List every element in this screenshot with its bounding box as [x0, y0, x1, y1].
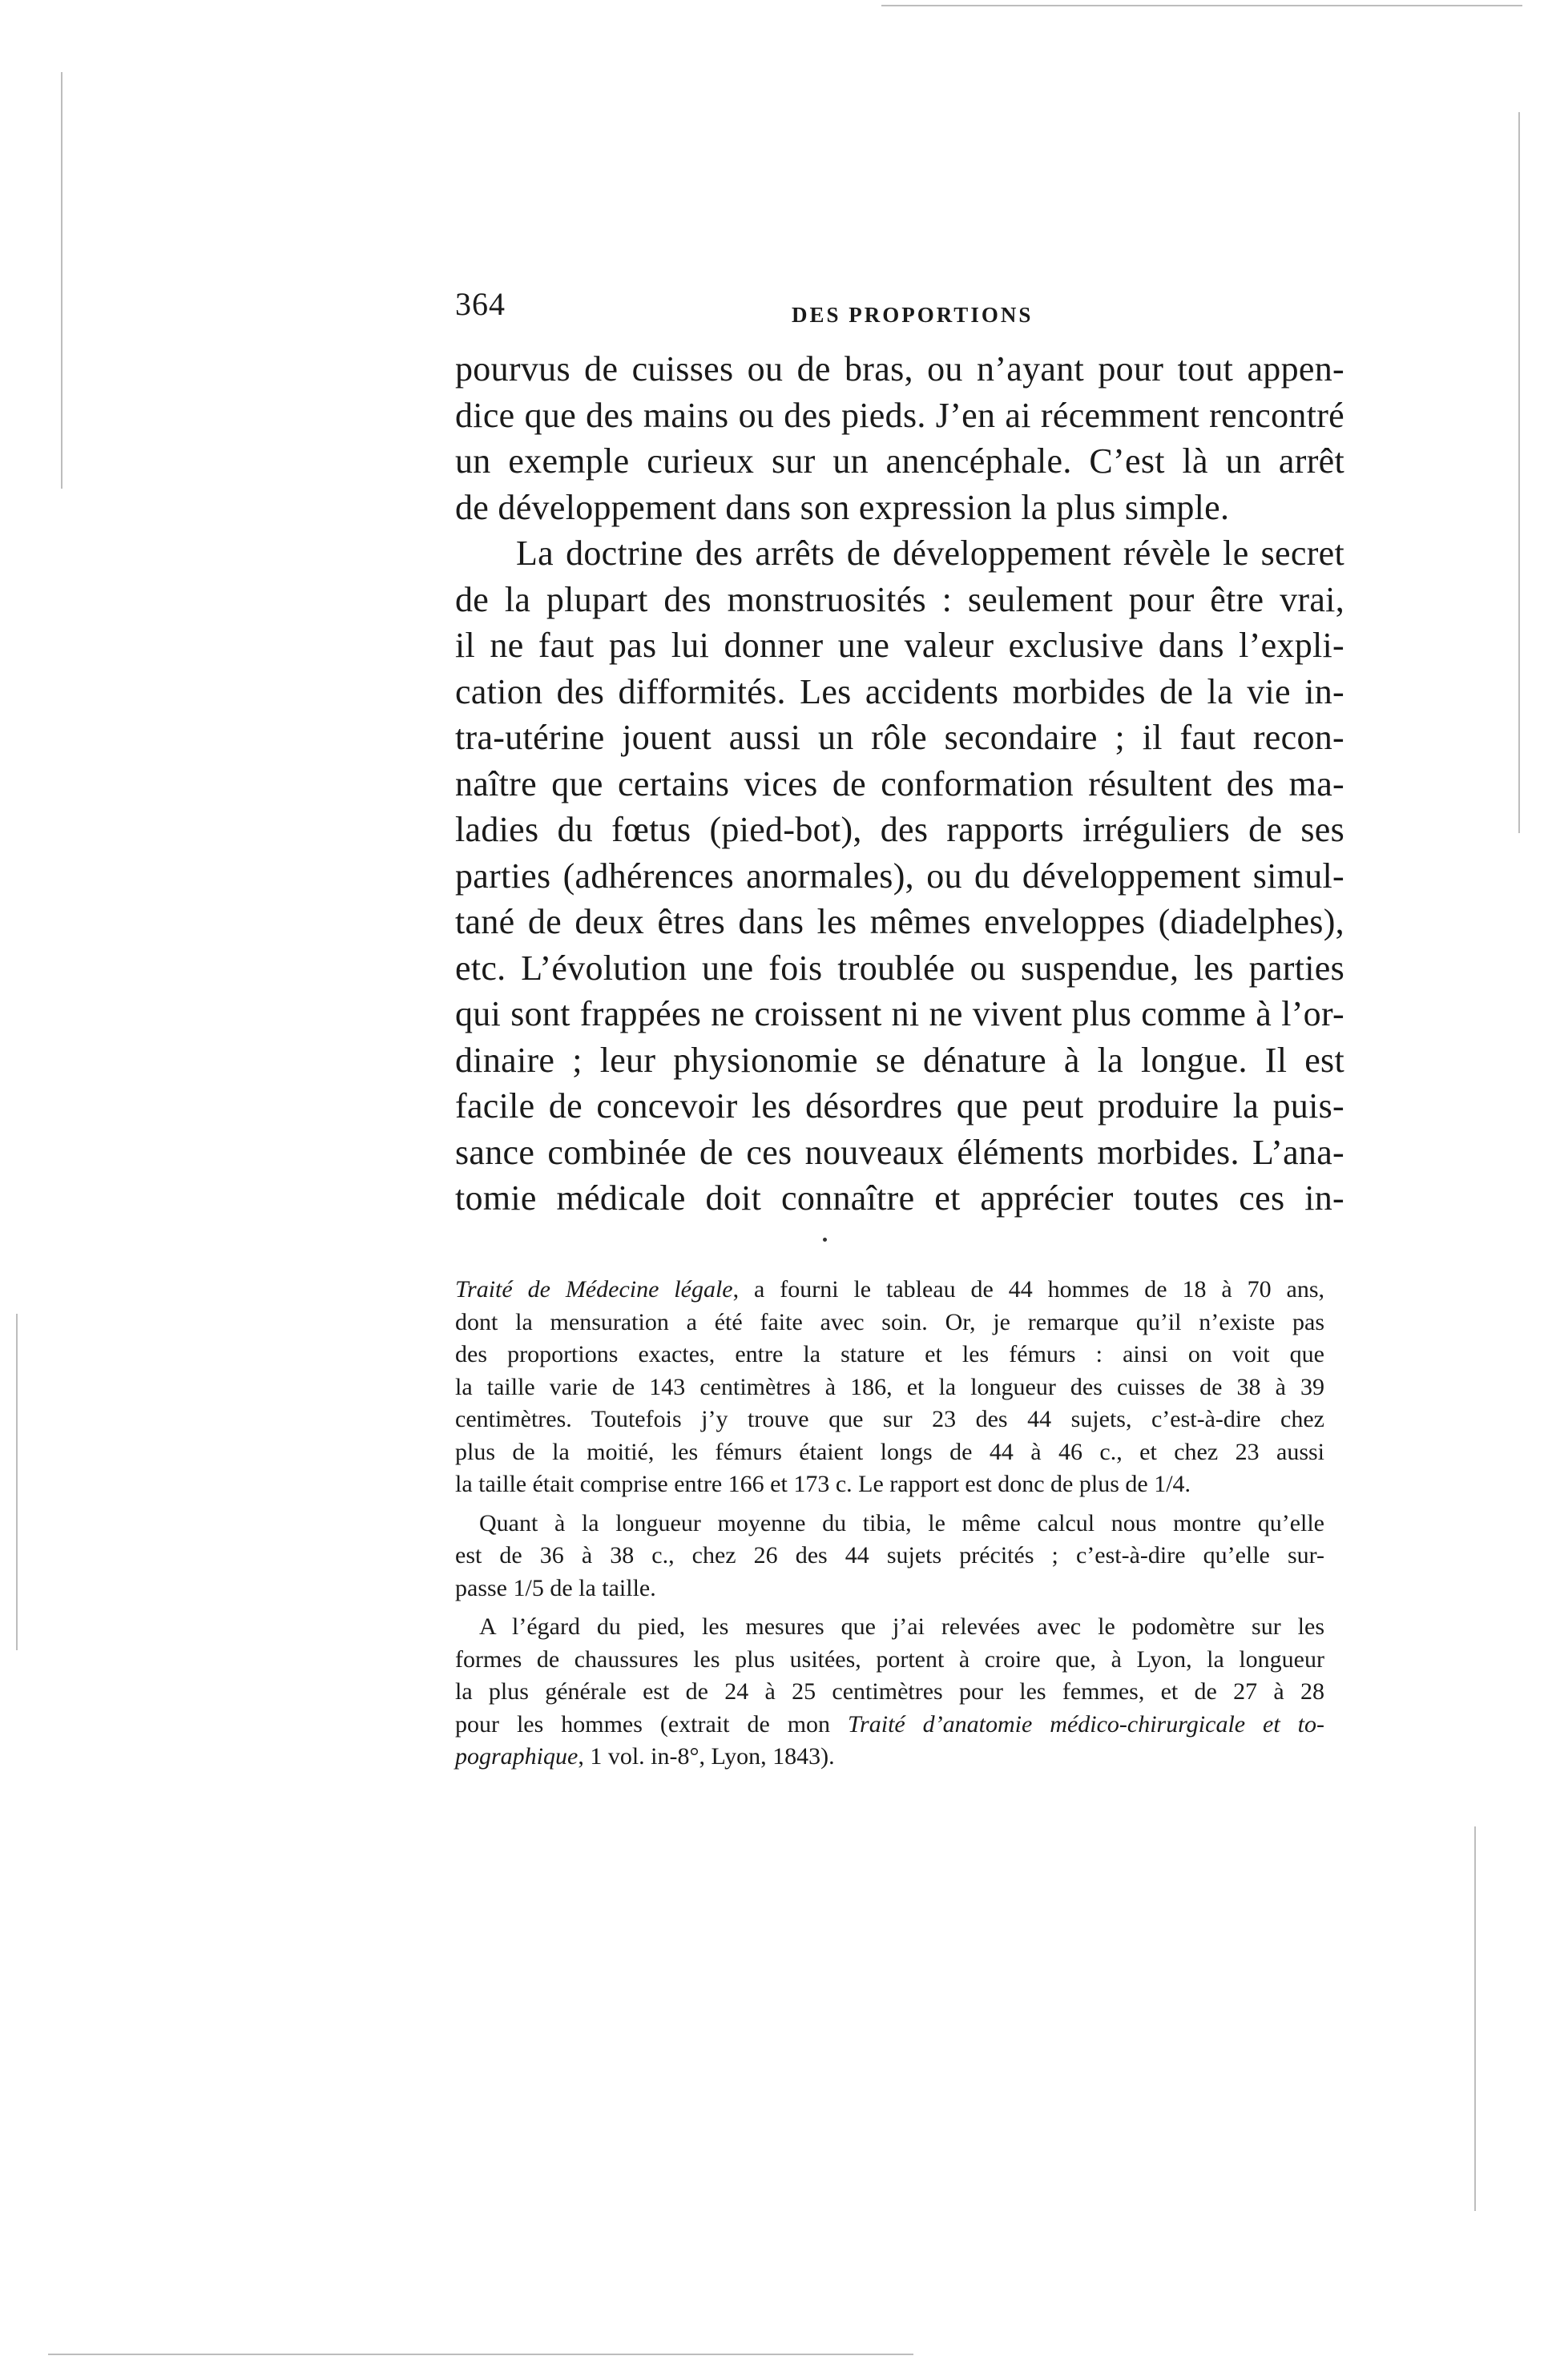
- footnote-line: [455, 1741, 1324, 1774]
- page-number: 364: [455, 286, 506, 322]
- body-line: parties (adhérences anormales), ou du développement simul-: [455, 856, 1344, 896]
- body-line: tané de deux êtres dans les mêmes enveloppes (diadelphes),: [455, 902, 1344, 941]
- footnote-line: dont la mensuration a été faite avec soin. Or, je remarque qu’il n’existe pas: [455, 1308, 1324, 1335]
- scan-edge-bottom: [48, 2354, 913, 2355]
- footnote-line: [455, 1274, 1324, 1307]
- body-line: dinaire ; leur physionomie se dénature à la longue. Il est: [455, 1040, 1344, 1080]
- footnote-line: [455, 1709, 1324, 1742]
- footnote-line: la taille varie de 143 centimètres à 186, et la longueur des cuisses de 38 à 39: [455, 1373, 1324, 1400]
- body-line: un exemple curieux sur un anencéphale. C’est là un arrêt: [455, 441, 1344, 481]
- footnote-italic-title: Traité de Médecine légale: [455, 1276, 733, 1303]
- body-line: cation des difformités. Les accidents morbides de la vie in-: [455, 671, 1344, 711]
- scan-edge-top: [881, 5, 1522, 6]
- scan-edge-left: [61, 72, 62, 489]
- body-line: dice que des mains ou des pieds. J’en ai récemment rencontré: [455, 395, 1344, 435]
- footnote-gap: [455, 1605, 1324, 1611]
- footnote-line: A l’égard du pied, les mesures que j’ai relevées avec le podomètre sur les: [479, 1613, 1324, 1640]
- body-line: ladies du fœtus (pied-bot), des rapports irréguliers de ses: [455, 810, 1344, 849]
- footnotes: [455, 1274, 1324, 1774]
- footnote-line: centimètres. Toutefois j’y trouve que sur 23 des 44 sujets, c’est-à-dire chez: [455, 1406, 1324, 1432]
- footnote-line: la plus générale est de 24 à 25 centimètres pour les femmes, et de 27 à 28: [455, 1678, 1324, 1705]
- printer-dot-mark: [823, 1238, 827, 1242]
- running-head: [455, 285, 1344, 333]
- body-line: pourvus de cuisses ou de bras, ou n’ayant pour tout appen-: [455, 349, 1344, 389]
- scan-edge-right-lower: [1474, 1826, 1476, 2211]
- footnote-text: , a fourni le tableau de 44 hommes de 18 à 70 ans,: [732, 1276, 1324, 1303]
- footnote-gap: [455, 1501, 1324, 1508]
- footnote-line: Quant à la longueur moyenne du tibia, le même calcul nous montre qu’elle: [479, 1509, 1324, 1536]
- scan-edge-right: [1518, 112, 1520, 833]
- body-line: facile de concevoir les désordres que peut produire la puis-: [455, 1086, 1344, 1126]
- footnote-line: est de 36 à 38 c., chez 26 des 44 sujets précités ; c’est-à-dire qu’elle sur-: [455, 1542, 1324, 1569]
- footnote-italic-title: Traité d’anatomie médico-chirurgicale et to-: [848, 1710, 1324, 1738]
- footnote-text: , 1 vol. in-8°, Lyon, 1843).: [578, 1743, 835, 1770]
- body-text: [455, 346, 1344, 1222]
- footnote-text: pour les hommes (extrait de mon: [455, 1710, 849, 1738]
- footnote-line: formes de chaussures les plus usitées, portent à croire que, à Lyon, la longueur: [455, 1645, 1324, 1673]
- footnote-line: la taille était comprise entre 166 et 173 c. Le rapport est donc de plus de 1/4.: [455, 1471, 1191, 1497]
- body-line: naître que certains vices de conformation résultent des ma-: [455, 763, 1344, 803]
- body-line: de la plupart des monstruosités : seulement pour être vrai,: [455, 579, 1344, 619]
- running-title: DES PROPORTIONS: [792, 303, 1034, 327]
- scan-edge-left-lower: [16, 1314, 18, 1650]
- footnote-italic-title: pographique: [455, 1743, 578, 1770]
- body-line: sance combinée de ces nouveaux éléments morbides. L’ana-: [455, 1132, 1344, 1172]
- body-line: etc. L’évolution une fois troublée ou suspendue, les parties: [455, 948, 1344, 988]
- footnote-line: plus de la moitié, les fémurs étaient longs de 44 à 46 c., et chez 23 aussi: [455, 1438, 1324, 1465]
- body-line: tomie médicale doit connaître et apprécier toutes ces in-: [455, 1178, 1344, 1218]
- footnote-line: passe 1/5 de la taille.: [455, 1574, 656, 1601]
- body-line: La doctrine des arrêts de développement révèle le secret: [516, 534, 1344, 573]
- body-line: tra-utérine jouent aussi un rôle secondaire ; il faut recon-: [455, 718, 1344, 757]
- body-line: de développement dans son expression la plus simple.: [455, 487, 1230, 527]
- body-line: qui sont frappées ne croissent ni ne vivent plus comme à l’or-: [455, 994, 1344, 1033]
- footnote-line: des proportions exactes, entre la stature et les fémurs : ainsi on voit que: [455, 1341, 1324, 1367]
- body-line: il ne faut pas lui donner une valeur exclusive dans l’expli-: [455, 626, 1344, 665]
